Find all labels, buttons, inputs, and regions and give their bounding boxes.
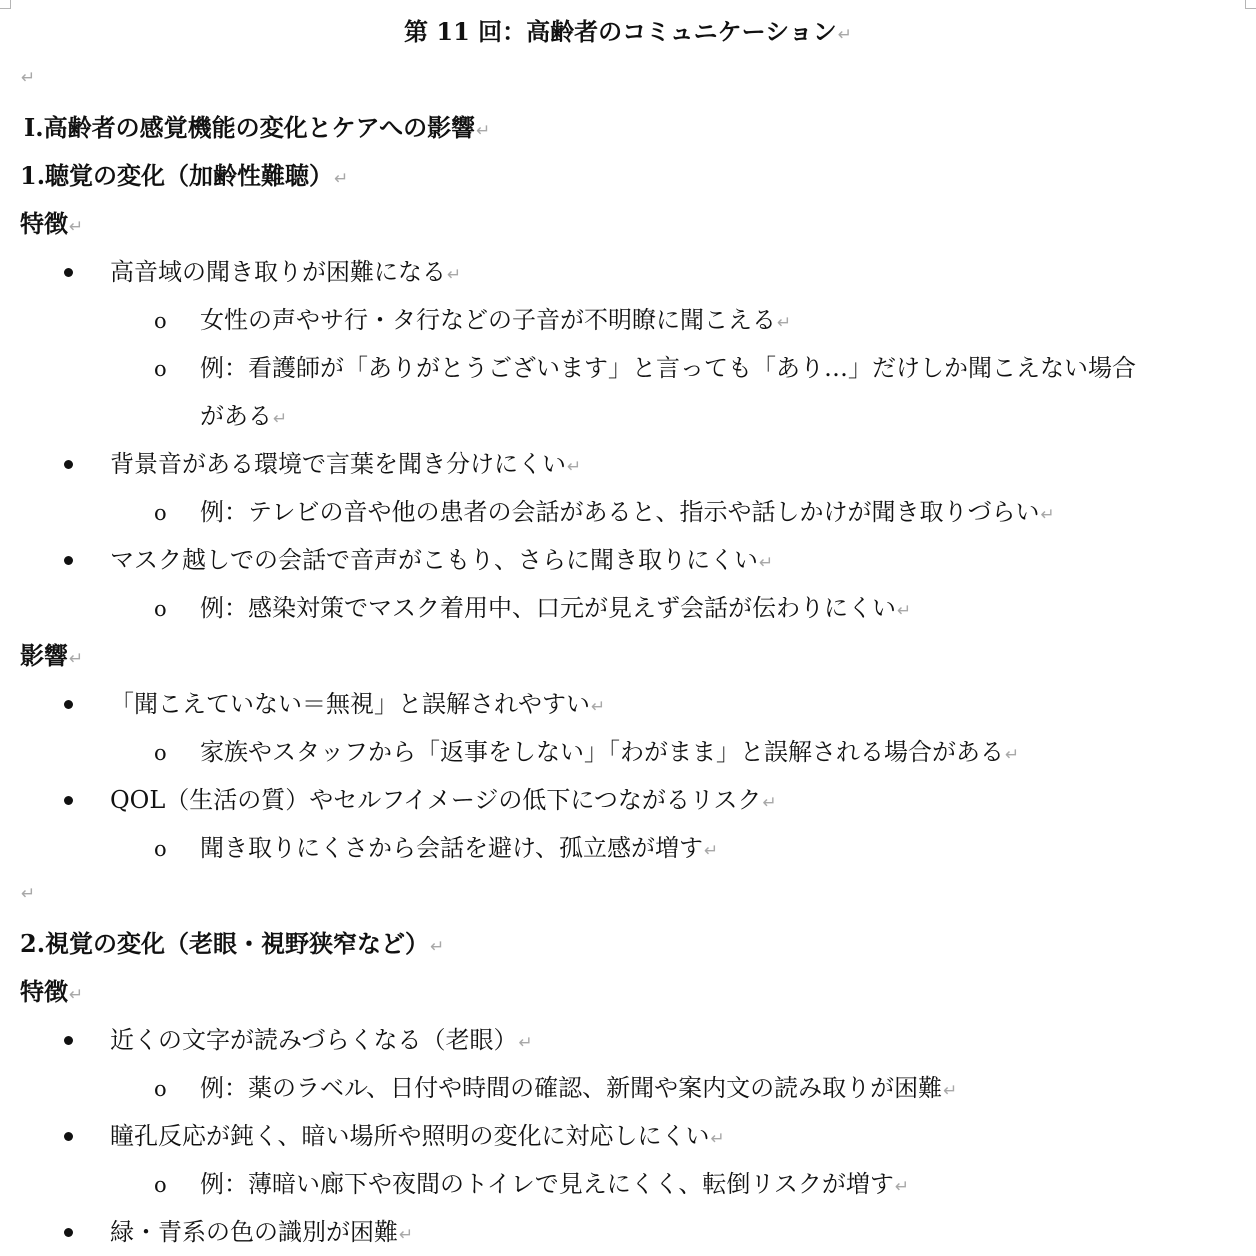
features-label-text: 特徴	[20, 977, 68, 1006]
sub-bullet-icon: o	[154, 741, 167, 765]
list-item-text: マスク越しでの会話で音声がこもり、さらに聞き取りにくい	[110, 546, 758, 574]
hearing-heading	[20, 161, 349, 190]
list-item	[110, 692, 605, 716]
crop-mark-left	[0, 0, 11, 9]
paragraph-mark-icon: ↵	[447, 265, 462, 285]
sub-list-item	[154, 834, 719, 862]
paragraph-mark-icon: ↵	[567, 457, 582, 477]
list-item	[110, 452, 581, 476]
sub-list-item-text: 聞き取りにくさから会話を避け、孤立感が増す	[200, 834, 704, 862]
sub-list-item-text: 例：感染対策でマスク着用中、口元が見えず会話が伝わりにくい	[200, 594, 896, 622]
list-item	[110, 1124, 725, 1148]
paragraph-mark-icon: ↵	[759, 553, 774, 573]
paragraph-mark-icon: ↵	[894, 1177, 910, 1197]
list-item-text: 「聞こえていない＝無視」と誤解されやすい	[110, 690, 590, 718]
sub-list-item-text: 例：テレビの音や他の患者の会話があると、指示や話しかけが聞き取りづらい	[200, 498, 1040, 526]
section-heading	[24, 113, 491, 142]
paragraph-mark-icon: ↵	[777, 313, 792, 333]
hearing-heading-text: 1.聴覚の変化（加齢性難聴）	[20, 161, 334, 190]
sub-list-item-text: 例：薄暗い廊下や夜間のトイレで見えにくく、転倒リスクが増す	[200, 1170, 894, 1198]
hearing-impact-label	[20, 641, 84, 670]
list-item	[110, 1028, 533, 1052]
paragraph-mark-icon: ↵	[69, 985, 84, 1005]
list-item-text: 近くの文字が読みづらくなる（老眼）	[110, 1026, 518, 1054]
paragraph-mark-icon: ↵	[69, 649, 84, 669]
paragraph-mark-icon: ↵	[943, 1081, 958, 1101]
paragraph-mark-icon: ↵	[1005, 745, 1020, 765]
sub-bullet-icon: o	[154, 837, 167, 861]
paragraph-mark-icon: ↵	[273, 409, 288, 429]
sub-list-item	[154, 306, 792, 334]
sub-list-item	[154, 1170, 910, 1198]
sub-bullet-icon: o	[154, 357, 167, 381]
list-item	[110, 1220, 413, 1244]
vision-heading	[20, 929, 445, 958]
list-item-text: QOL（生活の質）やセルフイメージの低下につながるリスク	[110, 786, 762, 814]
paragraph-mark-icon: ↵	[21, 884, 36, 904]
paragraph-mark-icon: ↵	[762, 793, 777, 813]
sub-list-item-text: 家族やスタッフから「返事をしない」「わがまま」と誤解される場合がある	[200, 738, 1004, 766]
paragraph-mark-icon: ↵	[21, 68, 36, 88]
empty-paragraph	[20, 886, 35, 903]
paragraph-mark-icon: ↵	[399, 1225, 414, 1245]
paragraph-mark-icon: ↵	[897, 601, 912, 621]
sub-list-item	[154, 738, 1020, 766]
page-title	[0, 17, 1256, 46]
sub-list-item	[154, 354, 1136, 382]
sub-list-item-text: 例：看護師が「ありがとうございます」と言っても「あり…」だけしか聞こえない場合	[200, 354, 1136, 382]
paragraph-mark-icon: ↵	[518, 1033, 533, 1053]
paragraph-mark-icon: ↵	[1040, 505, 1055, 525]
list-item-text: 瞳孔反応が鈍く、暗い場所や照明の変化に対応しにくい	[110, 1122, 710, 1150]
sub-list-item	[154, 1074, 958, 1102]
sub-list-item-text: 女性の声やサ行・タ行などの子音が不明瞭に聞こえる	[200, 306, 776, 334]
sub-bullet-icon: o	[154, 1173, 167, 1197]
crop-mark-right	[1245, 0, 1256, 9]
sub-list-item-text: がある	[200, 402, 272, 430]
sub-bullet-icon: o	[154, 309, 167, 333]
vision-features-label	[20, 977, 84, 1006]
features-label-text: 特徴	[20, 209, 68, 238]
bullet-icon	[64, 1228, 73, 1237]
empty-paragraph	[20, 70, 35, 87]
bullet-icon	[64, 700, 73, 709]
paragraph-mark-icon: ↵	[710, 1129, 725, 1149]
section-heading-text: Ⅰ.高齢者の感覚機能の変化とケアへの影響	[24, 113, 476, 142]
list-item-text: 高音域の聞き取りが困難になる	[110, 258, 446, 286]
hearing-features-label	[20, 209, 84, 238]
bullet-icon	[64, 796, 73, 805]
sub-list-item	[154, 498, 1055, 526]
vision-heading-text: 2.視覚の変化（老眼・視野狭窄など）	[20, 929, 430, 958]
paragraph-mark-icon: ↵	[591, 697, 606, 717]
paragraph-mark-icon: ↵	[430, 937, 445, 957]
bullet-icon	[64, 1132, 73, 1141]
bullet-icon	[64, 556, 73, 565]
list-item	[110, 788, 777, 812]
sub-bullet-icon: o	[154, 1077, 167, 1101]
list-item	[110, 548, 773, 572]
paragraph-mark-icon: ↵	[476, 121, 491, 141]
sub-list-item-text: 例：薬のラベル、日付や時間の確認、新聞や案内文の読み取りが困難	[200, 1074, 943, 1102]
sub-bullet-icon: o	[154, 597, 167, 621]
impact-label-text: 影響	[20, 641, 68, 670]
paragraph-mark-icon: ↵	[704, 841, 719, 861]
sub-list-item-continuation	[200, 404, 287, 428]
page-title-text: 第 11 回：高齢者のコミュニケーション	[404, 17, 837, 46]
sub-list-item	[154, 594, 912, 622]
list-item-text: 緑・青系の色の識別が困難	[110, 1218, 398, 1246]
list-item	[110, 260, 461, 284]
bullet-icon	[64, 460, 73, 469]
list-item-text: 背景音がある環境で言葉を聞き分けにくい	[110, 450, 566, 478]
paragraph-mark-icon: ↵	[69, 217, 84, 237]
bullet-icon	[64, 268, 73, 277]
sub-bullet-icon: o	[154, 501, 167, 525]
bullet-icon	[64, 1036, 73, 1045]
paragraph-mark-icon: ↵	[334, 169, 349, 189]
paragraph-mark-icon: ↵	[837, 25, 852, 45]
